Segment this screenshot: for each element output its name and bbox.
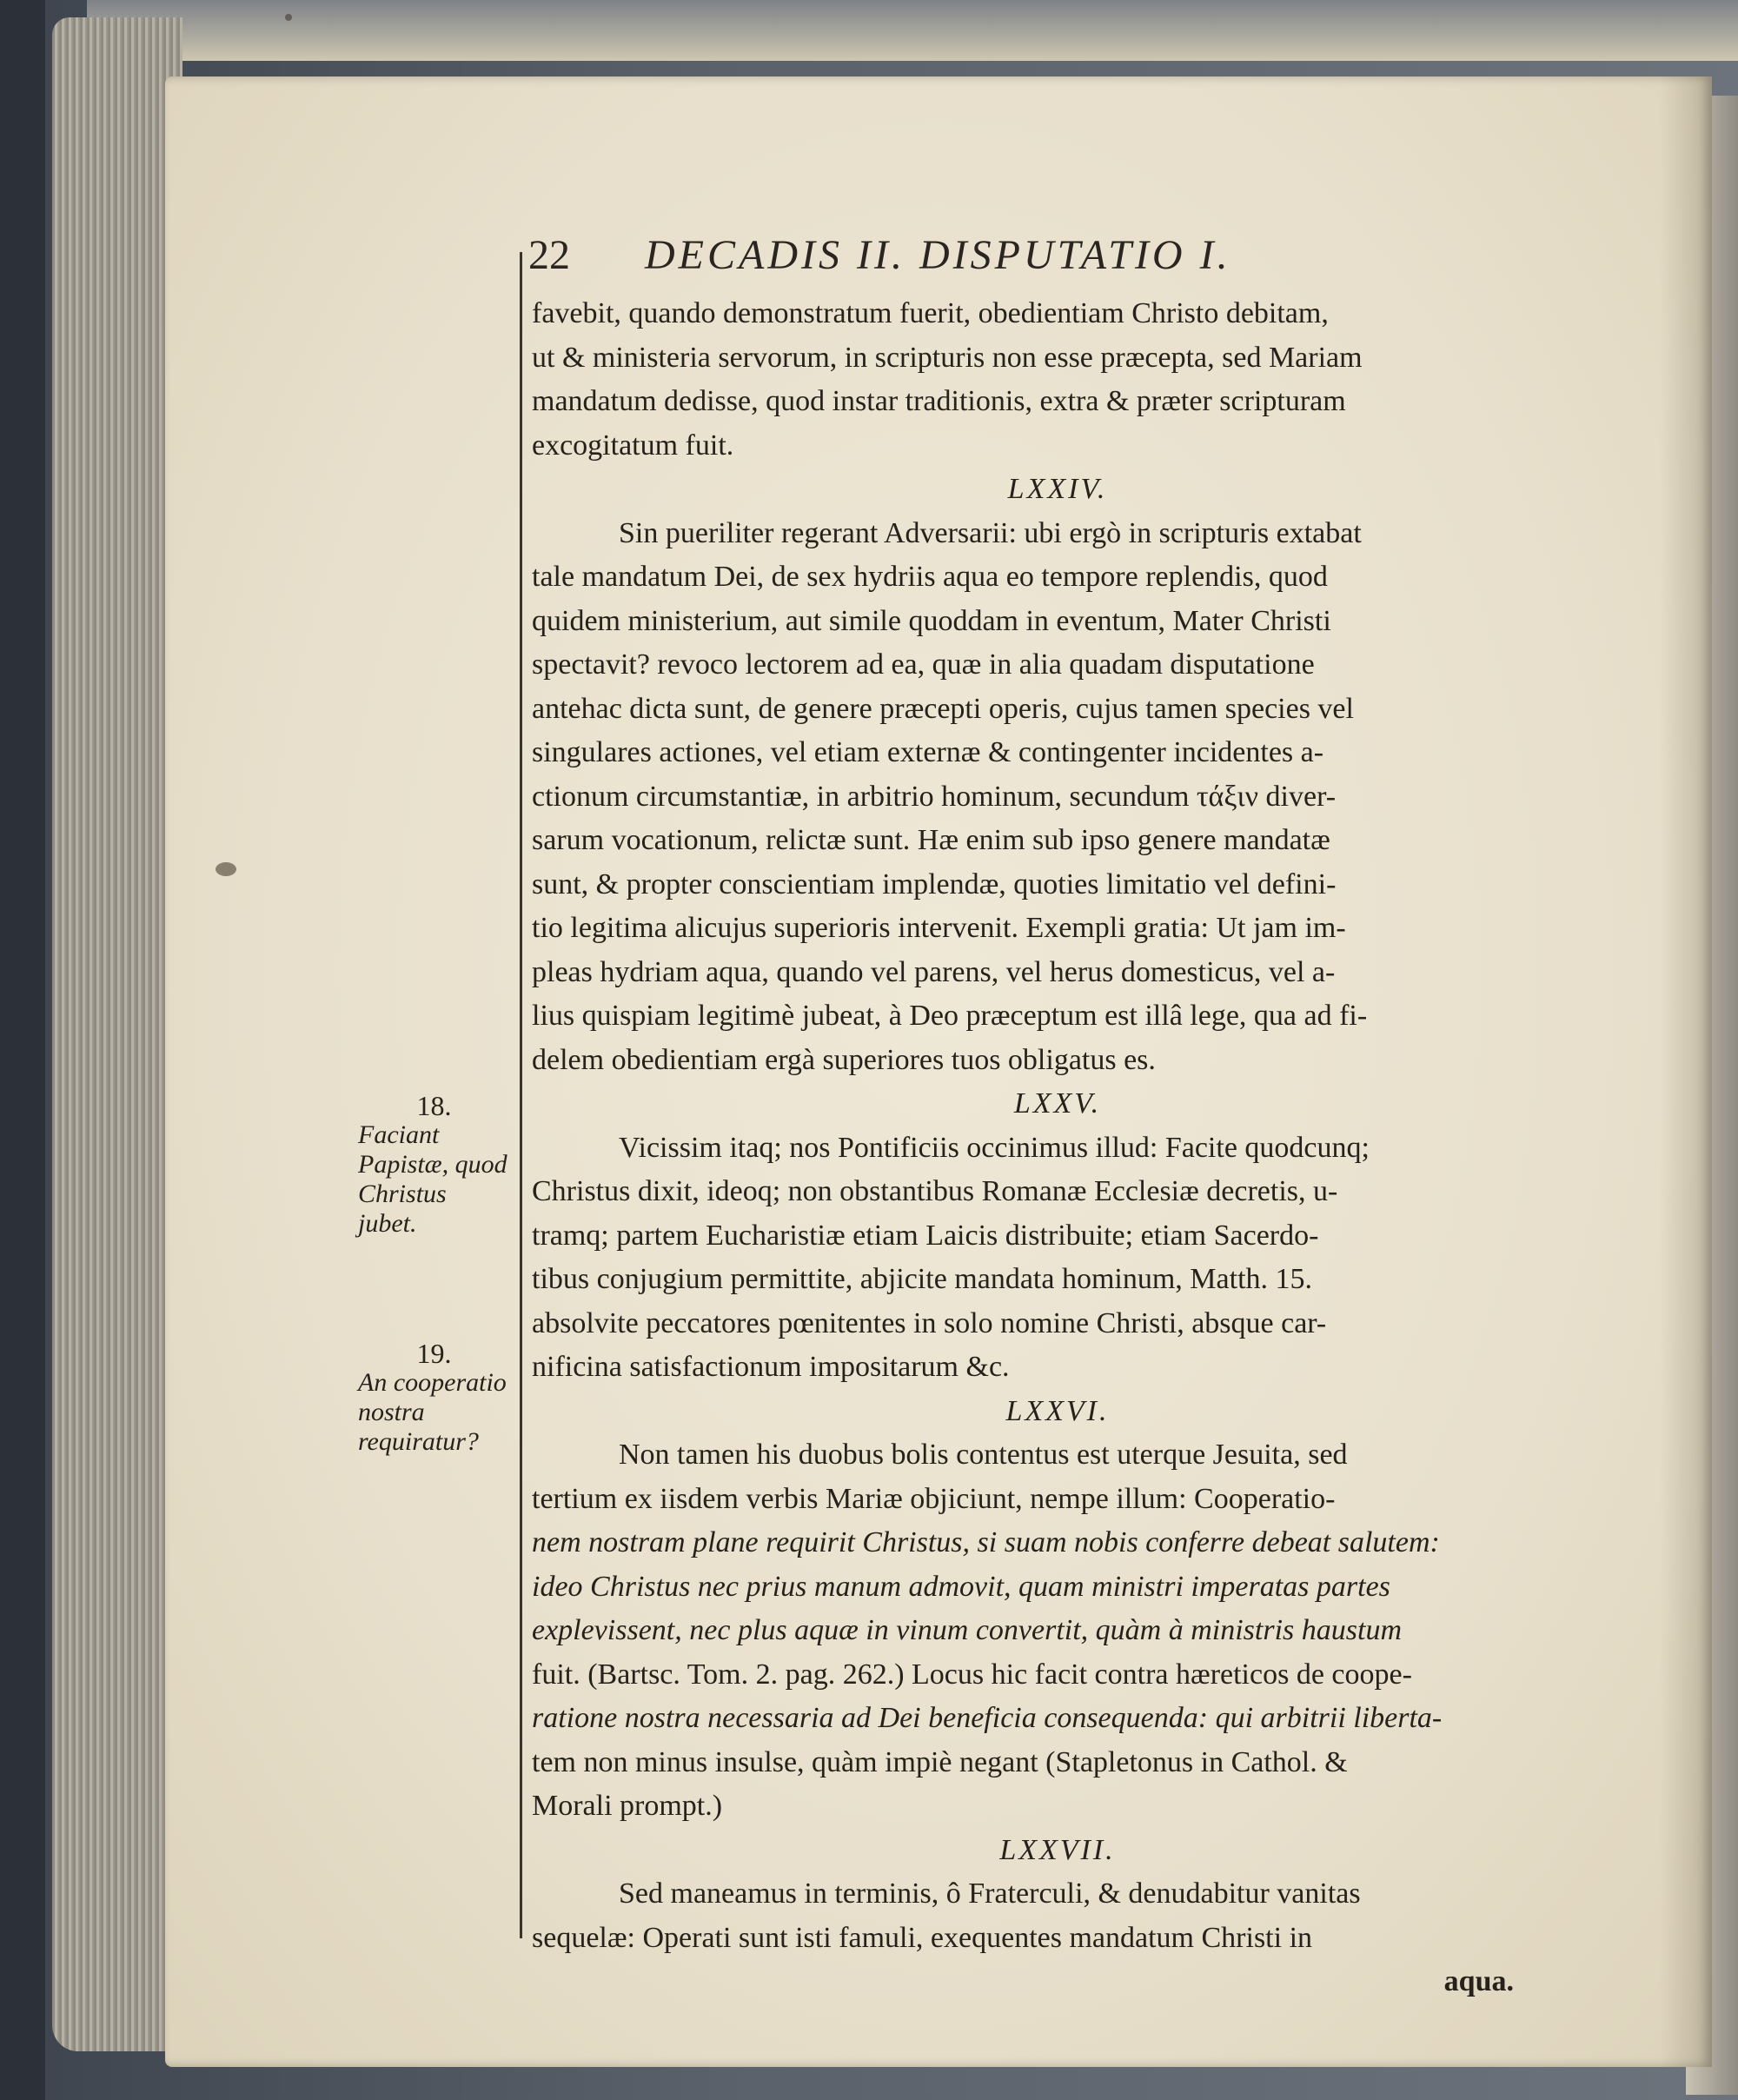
text-line: spectavit? revoco lectorem ad ea, quæ in alia quadam disputatione <box>532 648 1315 681</box>
text-line: tale mandatum Dei, de sex hydriis aqua eo tempore replendis, quod <box>532 561 1328 593</box>
text-line: singulares actiones, vel etiam externæ & contingenter incidentes a- <box>532 736 1324 768</box>
text-line: sequelæ: Operati sunt isti famuli, exequentes mandatum Christi in <box>532 1921 1313 1954</box>
text-line: nificina satisfactionum impositarum &c. <box>532 1351 1010 1383</box>
text-line: antehac dicta sunt, de genere præcepti operis, cujus tamen species vel <box>532 692 1354 725</box>
page-stack-side-edge <box>52 17 182 2051</box>
text-line: ideo Christus nec prius manum admovit, quam ministri imperatas partes <box>532 1570 1390 1603</box>
text-line: delem obedientiam ergà superiores tuos obligatus es. <box>532 1043 1156 1076</box>
margin-note-19 <box>358 1339 510 1457</box>
margin-rule <box>520 252 522 1938</box>
text-line: ratione nostra necessaria ad Dei beneficia consequenda: qui arbitrii liberta- <box>532 1702 1443 1734</box>
margin-note-18 <box>358 1091 510 1239</box>
page-stack-top-edge <box>87 0 1738 61</box>
text-line: tibus conjugium permittite, abjicite mandata hominum, Matth. 15. <box>532 1263 1313 1295</box>
text-line: tem non minus insulse, quàm impiè negant (Stapletonus in Cathol. & <box>532 1745 1348 1778</box>
text-line: lius quispiam legitimè jubeat, à Deo præceptum est illâ lege, qua ad fi- <box>532 1000 1368 1032</box>
page-number: 22 <box>528 232 570 278</box>
text-line: Sin pueriliter regerant Adversarii: ubi ergò in scripturis extabat <box>619 516 1362 549</box>
body-text <box>532 292 1549 2004</box>
text-line: sarum vocationum, relictæ sunt. Hæ enim sub ipso genere mandatæ <box>532 824 1330 856</box>
text-line: sunt, & propter conscientiam implendæ, quoties limitatio vel defini- <box>532 867 1337 900</box>
text-line: Christus dixit, ideoq; non obstantibus Romanæ Ecclesiæ decretis, u- <box>532 1175 1338 1207</box>
ink-blot <box>216 862 236 876</box>
text-line: favebit, quando demonstratum fuerit, obedientiam Christo debitam, <box>532 297 1329 329</box>
text-line: Morali prompt.) <box>532 1790 723 1822</box>
section-heading: LXXVII. <box>999 1833 1116 1866</box>
ink-dot <box>285 14 292 21</box>
section-heading: LXXV. <box>1013 1087 1102 1120</box>
margin-note-text: Faciant Papistæ, quod Christus jubet. <box>358 1120 507 1238</box>
section-heading: LXXIV. <box>1007 473 1108 505</box>
text-line: mandatum dedisse, quod instar traditionis, extra & præter scripturam <box>532 385 1346 417</box>
page-gutter-shadow <box>1660 76 1712 2067</box>
section-heading: LXXVI. <box>1005 1394 1110 1427</box>
margin-note-number: 19. <box>416 1338 452 1369</box>
text-line: nem nostram plane requirit Christus, si suam nobis conferre debeat salutem: <box>532 1526 1440 1558</box>
text-line: ctionum circumstantiæ, in arbitrio hominum, secundum τάξιν diver- <box>532 780 1337 813</box>
text-line: absolvite peccatores pœnitentes in solo nomine Christi, absque car- <box>532 1306 1327 1339</box>
text-line: tramq; partem Eucharistiæ etiam Laicis distribuite; etiam Sacerdo- <box>532 1219 1319 1252</box>
catchword: aqua. <box>1443 1965 1514 1997</box>
running-header <box>528 231 1536 279</box>
text-line: explevissent, nec plus aquæ in vinum convertit, quàm à ministris haustum <box>532 1614 1402 1646</box>
text-line: Non tamen his duobus bolis contentus est uterque Jesuita, sed <box>619 1439 1348 1471</box>
text-line: fuit. (Bartsc. Tom. 2. pag. 262.) Locus hic facit contra hæreticos de coope- <box>532 1658 1412 1691</box>
text-line: tertium ex iisdem verbis Mariæ objiciunt, nempe illum: Cooperatio- <box>532 1482 1336 1515</box>
text-line: pleas hydriam aqua, quando vel parens, vel herus domesticus, vel a- <box>532 955 1336 988</box>
running-title: DECADIS II. DISPUTATIO I. <box>645 232 1231 278</box>
text-line: Vicissim itaq; nos Pontificiis occinimus illud: Facite quodcunq; <box>619 1131 1370 1164</box>
text-line: Sed maneamus in terminis, ô Fraterculi, & denudabitur vanitas <box>619 1877 1361 1910</box>
margin-note-text: An cooperatio nostra requiratur? <box>358 1368 507 1456</box>
text-line: excogitatum fuit. <box>532 429 734 462</box>
text-line: tio legitima alicujus superioris intervenit. Exempli gratia: Ut jam im- <box>532 912 1346 944</box>
text-line: quidem ministerium, aut simile quoddam in eventum, Mater Christi <box>532 604 1331 637</box>
text-line: ut & ministeria servorum, in scripturis non esse præcepta, sed Mariam <box>532 341 1363 374</box>
margin-note-number: 18. <box>416 1090 452 1121</box>
